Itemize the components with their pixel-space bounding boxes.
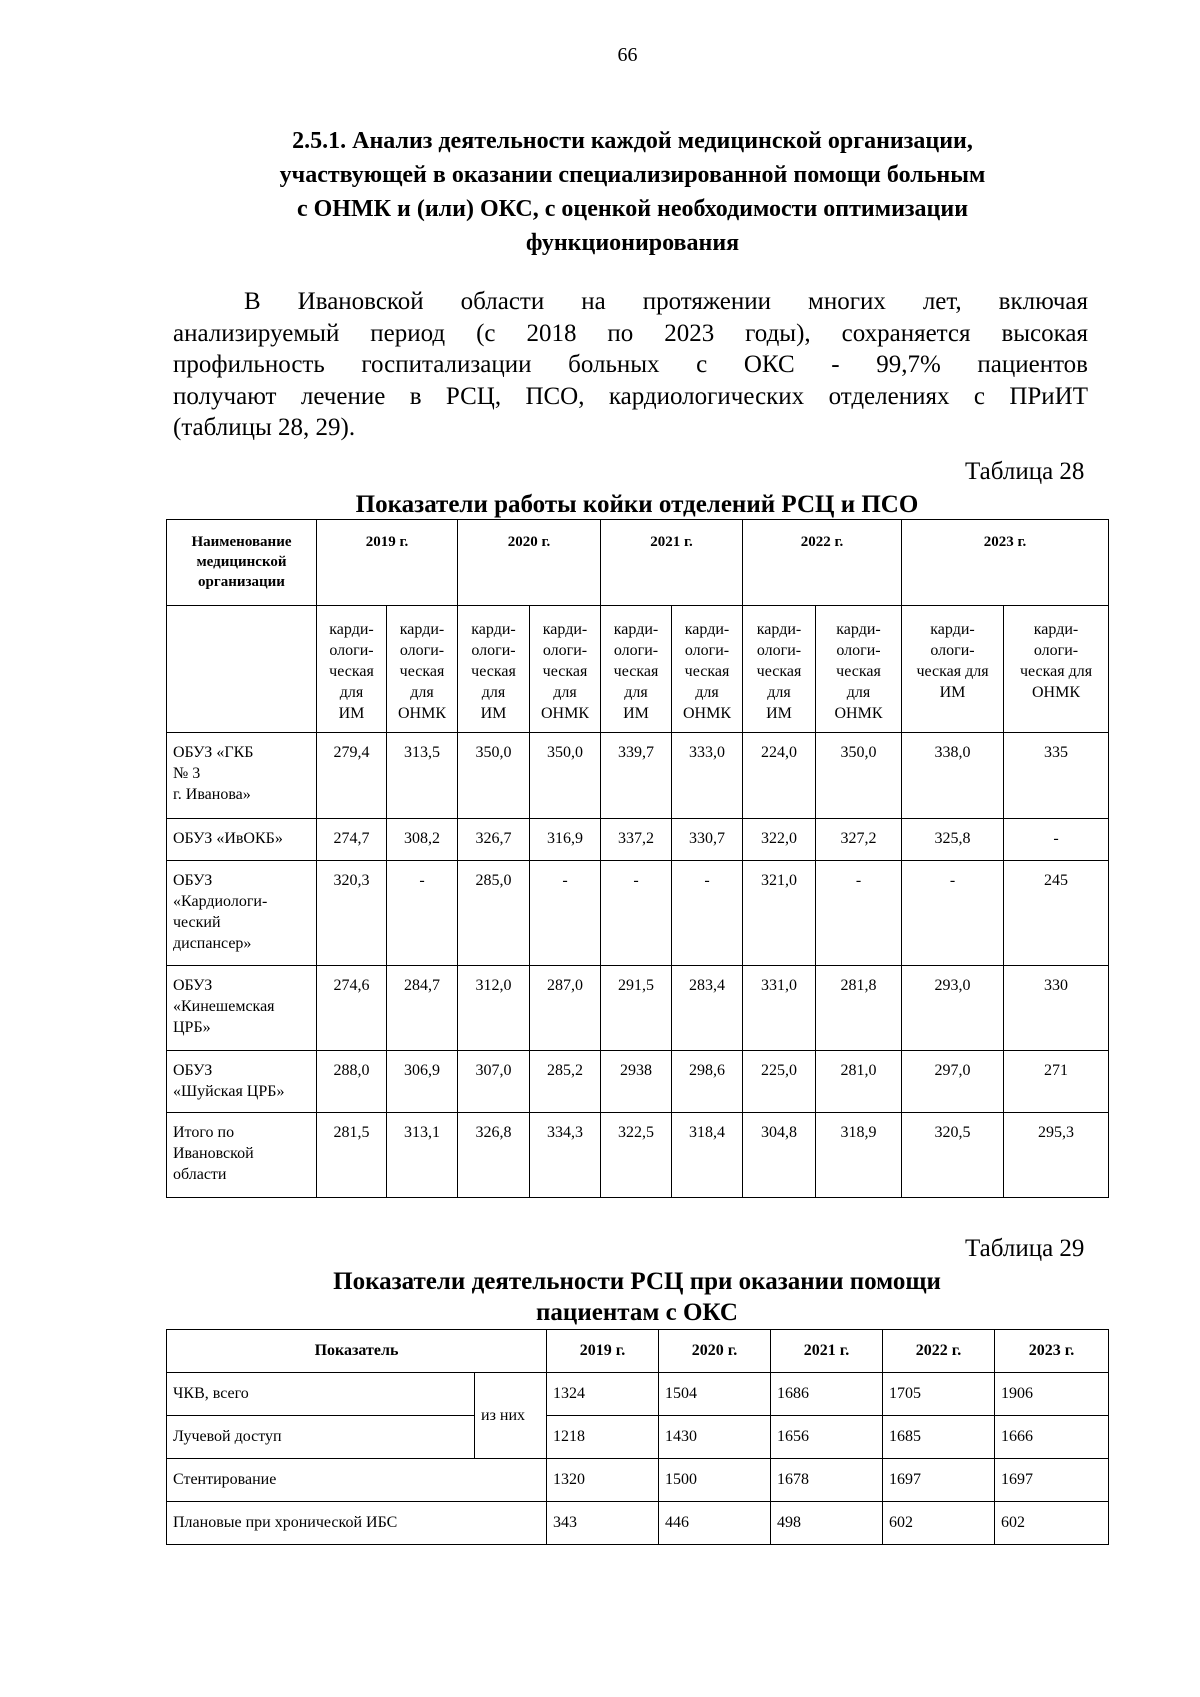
empty-cell (167, 606, 317, 733)
row-label: Лучевой доступ (167, 1416, 475, 1459)
value-cell: 281,5 (317, 1113, 387, 1198)
value-cell: 333,0 (672, 733, 743, 819)
heading-line: участвующей в оказании специализированной помощи больным (279, 162, 986, 188)
table28 (166, 519, 1109, 1198)
year-header: 2021 г. (771, 1330, 883, 1373)
value-cell: 326,7 (458, 819, 530, 861)
value-cell: 281,0 (816, 1051, 902, 1113)
value-cell: 279,4 (317, 733, 387, 819)
row-label: ЧКВ, всего (167, 1373, 475, 1416)
value-cell: 322,5 (601, 1113, 672, 1198)
value-cell: - (601, 861, 672, 966)
value-cell: - (387, 861, 458, 966)
heading-line: 2.5.1. Анализ деятельности каждой медицинской организации, (292, 128, 973, 154)
table28-title (166, 489, 1108, 520)
value-cell: 225,0 (743, 1051, 816, 1113)
value-cell: 313,1 (387, 1113, 458, 1198)
value-cell: 295,3 (1004, 1113, 1109, 1198)
subheader-cell: карди- ологи- ческая для ОНМК (816, 606, 902, 733)
value-cell: 320,3 (317, 861, 387, 966)
heading-line: с ОНМК и (или) ОКС, с оценкой необходимости оптимизации (296, 196, 969, 222)
value-cell: 281,8 (816, 966, 902, 1051)
table28-year-header-row (167, 520, 1109, 606)
year-header: 2022 г. (743, 520, 902, 606)
table-row (167, 1459, 1109, 1502)
value-cell: - (816, 861, 902, 966)
value-cell: 285,2 (530, 1051, 601, 1113)
table29-header-row (167, 1330, 1109, 1373)
org-header: Наименование медицинской организации (167, 520, 317, 606)
value-cell: 308,2 (387, 819, 458, 861)
value-cell: 318,4 (672, 1113, 743, 1198)
value-cell: 335 (1004, 733, 1109, 819)
value-cell: 343 (547, 1502, 659, 1545)
value-cell: 1705 (883, 1373, 995, 1416)
value-cell: 446 (659, 1502, 771, 1545)
year-header: 2020 г. (659, 1330, 771, 1373)
value-cell: 318,9 (816, 1113, 902, 1198)
value-cell: 274,6 (317, 966, 387, 1051)
row-label: Стентирование (167, 1459, 547, 1502)
value-cell: 304,8 (743, 1113, 816, 1198)
value-cell: 271 (1004, 1051, 1109, 1113)
value-cell: 602 (995, 1502, 1109, 1545)
value-cell: 339,7 (601, 733, 672, 819)
paragraph-line: профильность госпитализации больных с ОКС - 99,7% пациентов (173, 351, 1088, 378)
value-cell: 1906 (995, 1373, 1109, 1416)
value-cell: 1697 (995, 1459, 1109, 1502)
value-cell: 498 (771, 1502, 883, 1545)
org-name-cell: ОБУЗ «ИвОКБ» (167, 819, 317, 861)
year-header: 2019 г. (317, 520, 458, 606)
table-row (167, 1051, 1109, 1113)
value-cell: 1324 (547, 1373, 659, 1416)
value-cell: 1685 (883, 1416, 995, 1459)
value-cell: 350,0 (458, 733, 530, 819)
org-name-cell: Итого по Ивановской области (167, 1113, 317, 1198)
value-cell: 313,5 (387, 733, 458, 819)
value-cell: 350,0 (530, 733, 601, 819)
table-row (167, 1502, 1109, 1545)
year-header: 2021 г. (601, 520, 743, 606)
org-name-cell: ОБУЗ «ГКБ № 3 г. Иванова» (167, 733, 317, 819)
value-cell: 285,0 (458, 861, 530, 966)
table28-subheader-row (167, 606, 1109, 733)
table29 (166, 1329, 1109, 1545)
value-cell: 287,0 (530, 966, 601, 1051)
value-cell: 293,0 (902, 966, 1004, 1051)
table-row (167, 966, 1109, 1051)
value-cell: 284,7 (387, 966, 458, 1051)
value-cell: - (672, 861, 743, 966)
value-cell: 602 (883, 1502, 995, 1545)
org-name-cell: ОБУЗ «Шуйская ЦРБ» (167, 1051, 317, 1113)
section-heading (165, 124, 1100, 260)
subheader-cell: карди- ологи- ческая для ИМ (317, 606, 387, 733)
value-cell: 1500 (659, 1459, 771, 1502)
value-cell: 2938 (601, 1051, 672, 1113)
paragraph-line: анализируемый период (с 2018 по 2023 годы), сохраняется высокая (173, 319, 1088, 347)
table29-title-line: пациентам с ОКС (536, 1299, 738, 1326)
value-cell: 283,4 (672, 966, 743, 1051)
paragraph-line: В Ивановской области на протяжении многих лет, включая (244, 288, 1088, 315)
value-cell: 245 (1004, 861, 1109, 966)
value-cell: 1686 (771, 1373, 883, 1416)
value-cell: 1218 (547, 1416, 659, 1459)
table-row (167, 819, 1109, 861)
table28-body (167, 733, 1109, 1198)
org-name-cell: ОБУЗ «Кинешемская ЦРБ» (167, 966, 317, 1051)
value-cell: 316,9 (530, 819, 601, 861)
value-cell: 224,0 (743, 733, 816, 819)
table-row (167, 1416, 1109, 1459)
row-label: Плановые при хронической ИБС (167, 1502, 547, 1545)
value-cell: 327,2 (816, 819, 902, 861)
value-cell: 1697 (883, 1459, 995, 1502)
table-row (167, 733, 1109, 819)
year-header: 2023 г. (902, 520, 1109, 606)
value-cell: 1678 (771, 1459, 883, 1502)
value-cell: 297,0 (902, 1051, 1004, 1113)
subheader-cell: карди- ологи- ческая для ОНМК (387, 606, 458, 733)
page-number: 66 (617, 44, 638, 66)
value-cell: 320,5 (902, 1113, 1004, 1198)
value-cell: 312,0 (458, 966, 530, 1051)
year-header: 2020 г. (458, 520, 601, 606)
table28-label: Таблица 28 (965, 458, 1085, 485)
paragraph-line: получают лечение в РСЦ, ПСО, кардиологических отделениях с ПРиИТ (173, 382, 1088, 410)
value-cell: 1666 (995, 1416, 1109, 1459)
value-cell: 330,7 (672, 819, 743, 861)
value-cell: 1504 (659, 1373, 771, 1416)
value-cell: - (530, 861, 601, 966)
value-cell: - (1004, 819, 1109, 861)
paragraph-line: (таблицы 28, 29). (173, 414, 356, 441)
subheader-cell: карди- ологи- ческая для ИМ (601, 606, 672, 733)
table-row (167, 1113, 1109, 1198)
value-cell: 306,9 (387, 1051, 458, 1113)
subheader-cell: карди- ологи- ческая для ИМ (902, 606, 1004, 733)
value-cell: 322,0 (743, 819, 816, 861)
subheader-cell: карди- ологи- ческая для ОНМК (530, 606, 601, 733)
value-cell: 288,0 (317, 1051, 387, 1113)
table28-title-text: Показатели работы койки отделений РСЦ и ПСО (355, 491, 919, 518)
org-name-cell: ОБУЗ «Кардиологи- ческий диспансер» (167, 861, 317, 966)
table29-title-line: Показатели деятельности РСЦ при оказании помощи (333, 1268, 941, 1295)
value-cell: 325,8 (902, 819, 1004, 861)
year-header: 2023 г. (995, 1330, 1109, 1373)
table29-label: Таблица 29 (965, 1235, 1085, 1262)
value-cell: 350,0 (816, 733, 902, 819)
value-cell: 338,0 (902, 733, 1004, 819)
value-cell: 274,7 (317, 819, 387, 861)
value-cell: - (902, 861, 1004, 966)
value-cell: 326,8 (458, 1113, 530, 1198)
year-header: 2019 г. (547, 1330, 659, 1373)
heading-line: функционирования (525, 230, 740, 256)
year-header: 2022 г. (883, 1330, 995, 1373)
subheader-cell: карди- ологи- ческая для ОНМК (672, 606, 743, 733)
value-cell: 334,3 (530, 1113, 601, 1198)
value-cell: 307,0 (458, 1051, 530, 1113)
value-cell: 321,0 (743, 861, 816, 966)
table-row (167, 861, 1109, 966)
value-cell: 1430 (659, 1416, 771, 1459)
subheader-cell: карди- ологи- ческая для ИМ (458, 606, 530, 733)
from-them-cell: из них (475, 1373, 547, 1459)
intro-paragraph (173, 286, 1088, 444)
value-cell: 1320 (547, 1459, 659, 1502)
value-cell: 1656 (771, 1416, 883, 1459)
value-cell: 330 (1004, 966, 1109, 1051)
value-cell: 337,2 (601, 819, 672, 861)
table-row (167, 1373, 1109, 1416)
value-cell: 298,6 (672, 1051, 743, 1113)
subheader-cell: карди- ологи- ческая для ИМ (743, 606, 816, 733)
indicator-header: Показатель (167, 1330, 547, 1373)
subheader-cell: карди- ологи- ческая для ОНМК (1004, 606, 1109, 733)
value-cell: 331,0 (743, 966, 816, 1051)
table29-title (166, 1266, 1108, 1328)
value-cell: 291,5 (601, 966, 672, 1051)
